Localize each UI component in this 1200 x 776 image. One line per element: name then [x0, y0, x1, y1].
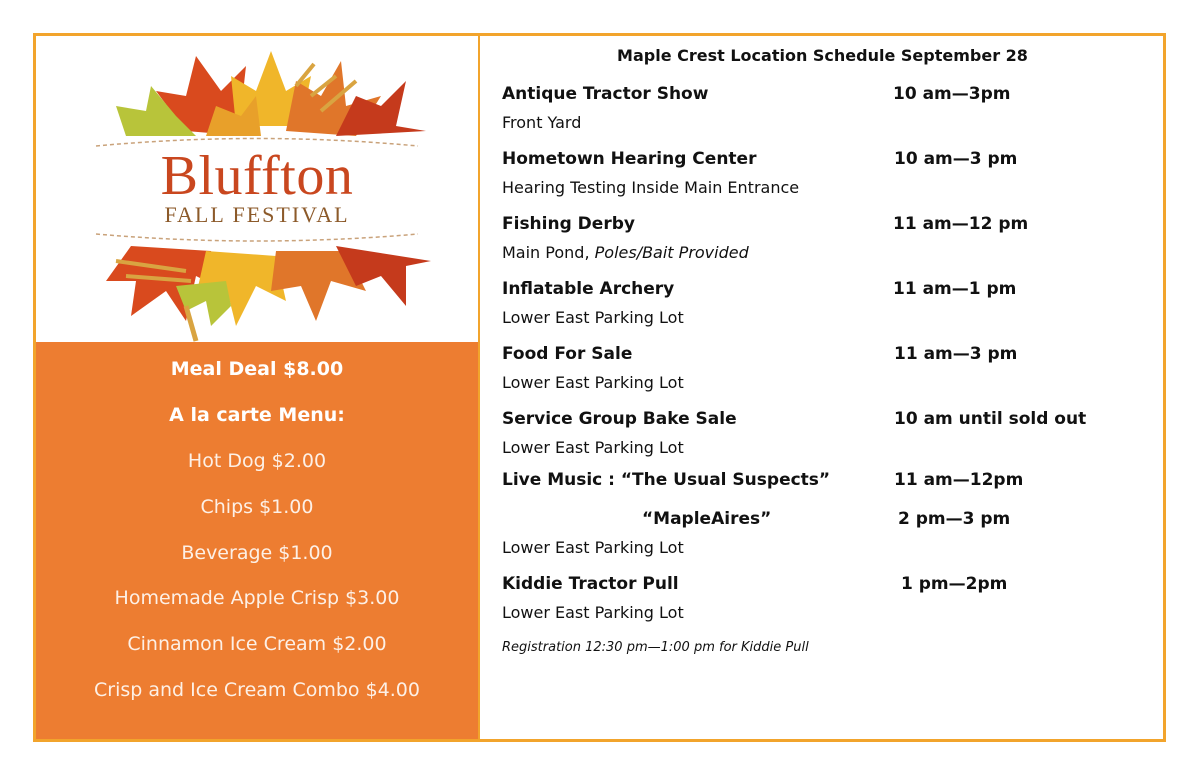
event-location: Main Pond, Poles/Bait Provided [502, 243, 749, 262]
event-location-note: Poles/Bait Provided [594, 243, 749, 262]
event-time: 10 am until sold out [894, 409, 1087, 429]
event-time: 11 am—12 pm [893, 214, 1029, 234]
menu-panel [36, 342, 478, 739]
event-time: 10 am—3pm [893, 84, 1011, 104]
menu-item: Hot Dog $2.00 [187, 450, 327, 472]
event-location: Lower East Parking Lot [502, 373, 684, 392]
festival-logo [36, 36, 478, 342]
ala-carte-heading: A la carte Menu: [169, 404, 345, 426]
flyer-frame [33, 33, 1166, 742]
event-time: 10 am—3 pm [894, 149, 1018, 169]
event-name: Fishing Derby [502, 214, 635, 234]
event-time: 11 am—12pm [894, 470, 1024, 490]
event-name: Inflatable Archery [502, 279, 675, 299]
event-name: Hometown Hearing Center [502, 149, 757, 169]
event-time: 11 am—1 pm [893, 279, 1017, 299]
event-location: Lower East Parking Lot [502, 603, 684, 622]
event-location: Front Yard [502, 113, 582, 132]
menu-item: Crisp and Ice Cream Combo $4.00 [94, 679, 420, 701]
event-location: Lower East Parking Lot [502, 308, 684, 327]
live-music-second-band: “MapleAires” [642, 509, 772, 529]
event-time: 2 pm—3 pm [898, 509, 1011, 529]
logo-title: Bluffton [160, 145, 354, 207]
event-name: Kiddie Tractor Pull [502, 574, 679, 594]
live-music-label: Live Music : “The Usual Suspects” [502, 470, 831, 490]
event-name: Service Group Bake Sale [502, 409, 737, 429]
event-time: 1 pm—2pm [901, 574, 1008, 594]
schedule-column [478, 36, 1163, 739]
event-location: Lower East Parking Lot [502, 438, 684, 457]
event-name: Antique Tractor Show [502, 84, 709, 104]
menu-item: Homemade Apple Crisp $3.00 [114, 587, 400, 609]
menu-item: Cinnamon Ice Cream $2.00 [127, 633, 387, 655]
event-name: Food For Sale [502, 344, 633, 364]
schedule-heading: Maple Crest Location Schedule September 28 [617, 46, 1028, 65]
event-location: Hearing Testing Inside Main Entrance [502, 178, 800, 197]
registration-note: Registration 12:30 pm—1:00 pm for Kiddie Pull [502, 640, 809, 655]
menu-item: Beverage $1.00 [181, 542, 333, 564]
event-location: Lower East Parking Lot [502, 538, 684, 557]
left-column [36, 36, 478, 739]
logo-subtitle: FALL FESTIVAL [164, 202, 350, 227]
menu-item: Chips $1.00 [200, 496, 314, 518]
meal-deal: Meal Deal $8.00 [170, 358, 344, 380]
event-time: 11 am—3 pm [894, 344, 1018, 364]
